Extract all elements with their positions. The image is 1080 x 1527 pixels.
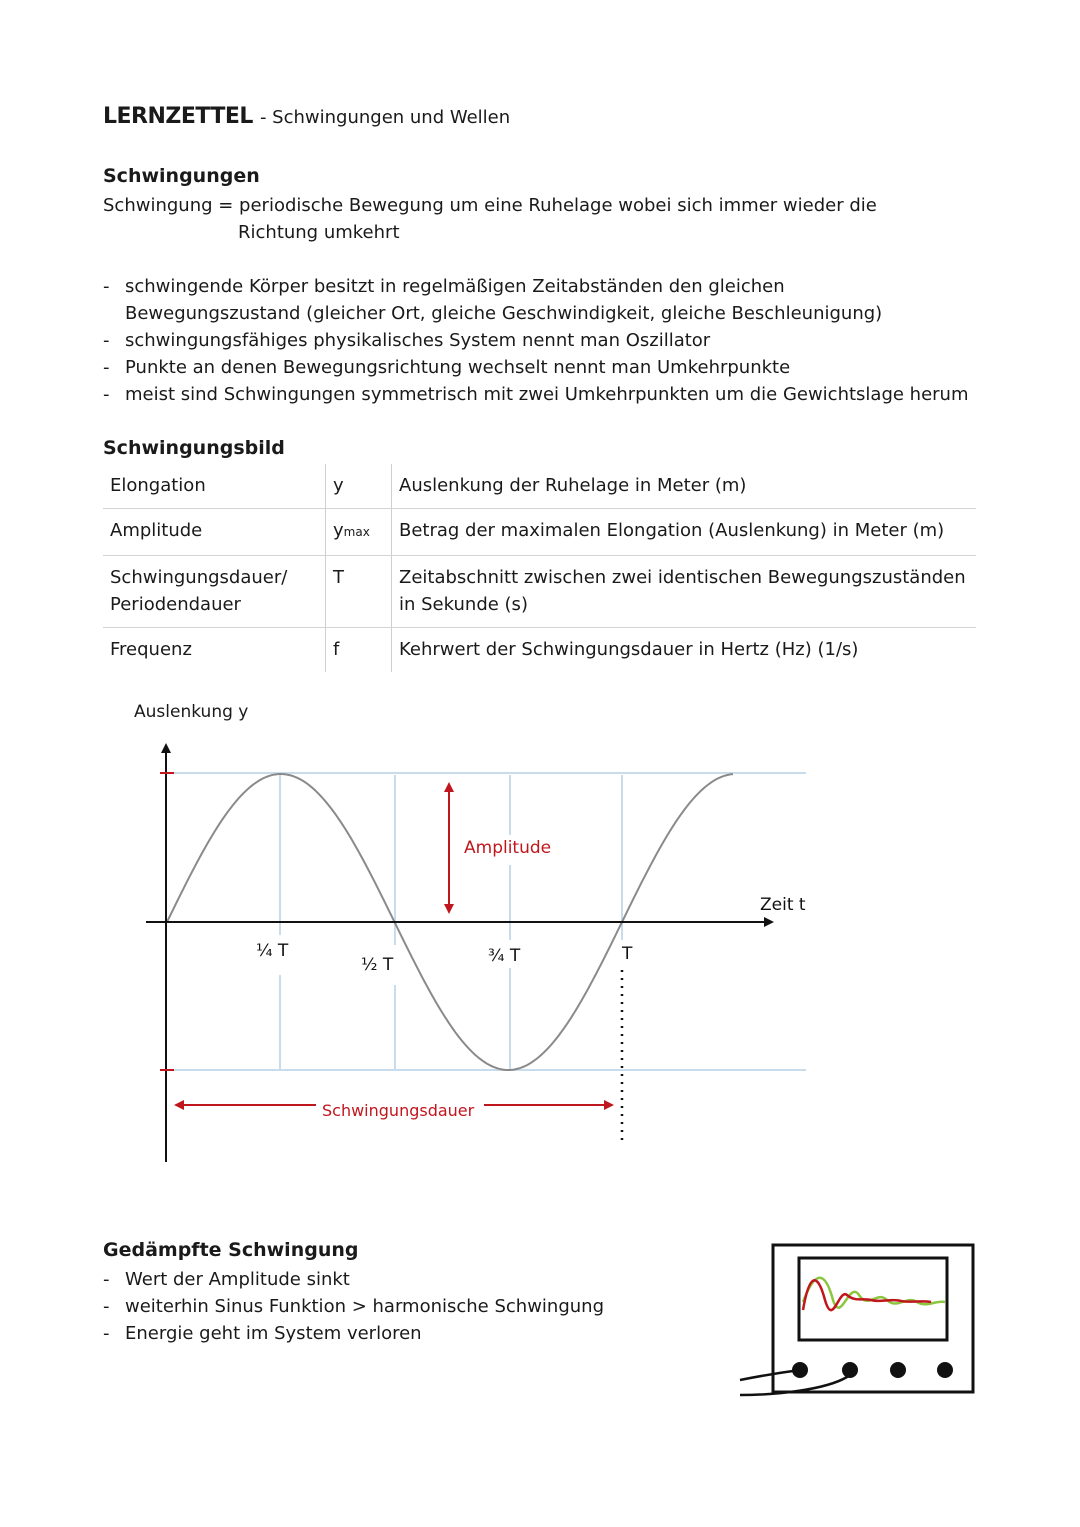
red-wave xyxy=(803,1280,931,1310)
bullet-item: - weiterhin Sinus Funktion > harmonische Schwingung xyxy=(103,1293,604,1320)
bullet-item: - schwingende Körper besitzt in regelmäßigen Zeitabständen den gleichen Bewegungszustand (gleicher Ort, gleiche Geschwindigkeit, gleiche Beschleunigung) xyxy=(103,273,969,327)
property-name: Elongation xyxy=(103,464,326,509)
knob-4 xyxy=(937,1362,953,1378)
y-axis-label: Auslenkung y xyxy=(134,702,249,722)
bullet-item: - Energie geht im System verloren xyxy=(103,1320,604,1347)
property-symbol: T xyxy=(326,556,392,628)
section-heading-schwingungsbild: Schwingungsbild xyxy=(103,437,285,459)
oscilloscope-icon xyxy=(735,1240,980,1410)
amplitude-label: Amplitude xyxy=(464,838,552,858)
property-description: Betrag der maximalen Elongation (Auslenkung) in Meter (m) xyxy=(392,509,977,556)
property-symbol: y xyxy=(326,464,392,509)
title-subtitle: - Schwingungen und Wellen xyxy=(259,107,511,128)
definition-line-2: Richtung umkehrt xyxy=(238,222,400,243)
knob-3 xyxy=(890,1362,906,1378)
property-name: Schwingungsdauer/ Periodendauer xyxy=(103,556,326,628)
tick-label-quarter: ¼ T xyxy=(256,941,289,961)
section-heading-schwingungen: Schwingungen xyxy=(103,165,260,187)
tick-label-full: T xyxy=(622,944,633,964)
gedaempft-bullet-list xyxy=(103,1266,604,1347)
property-description: Kehrwert der Schwingungsdauer in Hertz (Hz) (1/s) xyxy=(399,639,859,660)
bullet-item: - Wert der Amplitude sinkt xyxy=(103,1266,604,1293)
tick-label-three-quarter: ¾ T xyxy=(488,946,521,966)
definition-line-1: Schwingung = periodische Bewegung um eine Ruhelage wobei sich immer wieder die xyxy=(103,195,877,216)
property-name: Amplitude xyxy=(103,509,326,556)
bullet-item: - schwingungsfähiges physikalisches System nennt man Oszillator xyxy=(103,327,969,354)
property-description: Zeitabschnitt zwischen zwei identischen Bewegungszuständen in Sekunde (s) xyxy=(392,556,977,628)
property-name: Frequenz xyxy=(110,639,192,660)
green-wave xyxy=(803,1278,945,1308)
section-heading-gedaempft: Gedämpfte Schwingung xyxy=(103,1239,359,1261)
bullet-item: - meist sind Schwingungen symmetrisch mit zwei Umkehrpunkten um die Gewichtslage herum xyxy=(103,381,969,408)
cable-1 xyxy=(740,1370,800,1380)
property-symbol: ymax xyxy=(326,509,392,556)
property-description: Auslenkung der Ruhelage in Meter (m) xyxy=(392,464,977,509)
title-main: LERNZETTEL xyxy=(103,104,253,129)
tick-label-half: ½ T xyxy=(361,955,394,975)
period-label: Schwingungsdauer xyxy=(322,1101,475,1120)
bullet-item: - Punkte an denen Bewegungsrichtung wechselt nennt man Umkehrpunkte xyxy=(103,354,969,381)
x-axis-label: Zeit t xyxy=(760,895,806,915)
property-symbol: f xyxy=(326,628,392,673)
